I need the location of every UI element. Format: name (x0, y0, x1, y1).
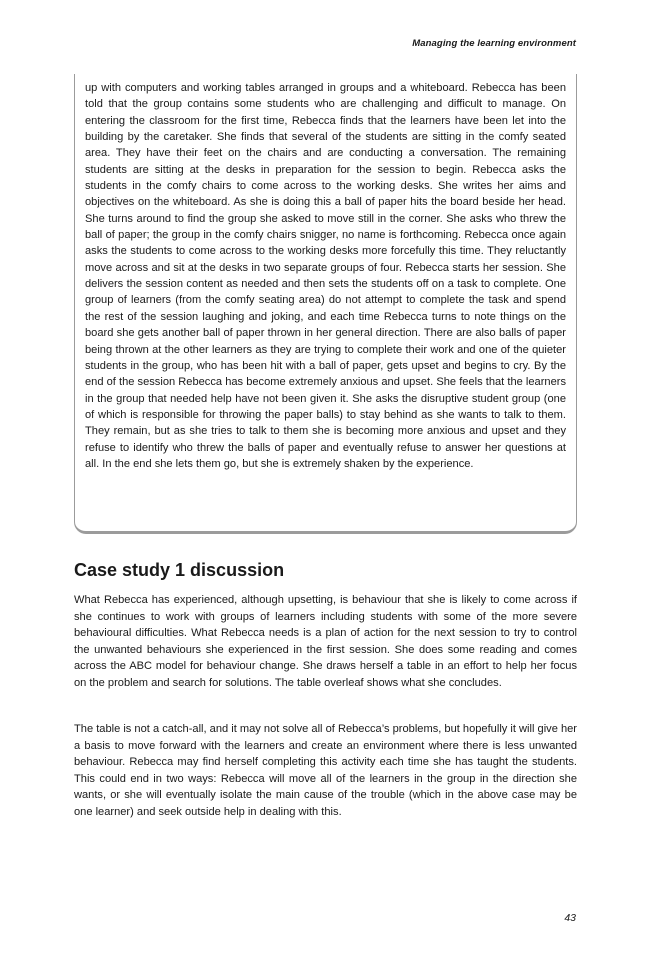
discussion-paragraph-2: The table is not a catch-all, and it may not solve all of Rebecca’s problems, but hopefully it will give her a basis to move forward with the learners and create an environment where there is less unwanted behaviour. Rebecca may find herself completing this activity each time she has taught the students. This could end in two ways: Rebecca will move all of the learners in the group in the direction she wants, or she will eventually isolate the main cause of the trouble (which in the above case may be one learner) and seek outside help in dealing with this. (74, 723, 577, 818)
running-header: Managing the learning environment (412, 38, 576, 49)
case-study-box (74, 74, 577, 534)
case-study-text: up with computers and working tables arranged in groups and a whiteboard. Rebecca has been told that the group contains some students who are challenging and difficult to manage. On entering the classroom for the first time, Rebecca finds that the learners have been let into the building by the caretaker. She finds that several of the students are sitting in the comfy seated area. They have their feet on the chairs and are conducting a conversation. The remaining students are sitting at the desks in preparation for the session to begin. Rebecca asks the students in the comfy chairs to come across to the working desks. She writes her aims and objectives on the whiteboard. As she is doing this a ball of paper hits the board beside her head. She turns around to find the group she asked to move still in the corner. She asks who threw the ball of paper; the group in the comfy chairs snigger, no name is forthcoming. Rebecca once again asks the students to come across to the working desks more forcefully this time. They reluctantly move across and sit at the desks in two separate groups of four. Rebecca starts her session. She delivers the session content as needed and then sets the students off on a task to complete. One group of learners (from the comfy seating area) do not attempt to complete the task and spend the rest of the session laughing and joking, and each time Rebecca turns to note things on the board she gets another ball of paper thrown in her general direction. There are also balls of paper being thrown at the other learners as they are trying to complete their work and one of the quieter students in the group, who has been hit with a ball of paper, gets upset and begins to cry. By the end of the session Rebecca has become extremely anxious and upset. She feels that the learners in the group that needed help have not been given it. She asks the disruptive student group (one of which is responsible for throwing the paper balls) to stay behind as she wants to talk to them. They remain, but as she tries to talk to them she is becoming more anxious and upset and they refuse to identify who threw the balls of paper and eventually refuse to answer her questions at all. In the end she lets them go, but she is extremely shaken by the experience. (85, 82, 566, 470)
discussion-paragraph-1: What Rebecca has experienced, although upsetting, is behaviour that she is likely to come across if she continues to work with groups of learners including students with some of the more severe behavioural difficulties. What Rebecca needs is a plan of action for the next session to try to control the unwanted behaviours she experienced in the first session. She does some reading and comes across the ABC model for behaviour change. She draws herself a table in an effort to help her focus on the problem and search for solutions. The table overleaf shows what she concludes. (74, 594, 577, 689)
page-number: 43 (564, 912, 576, 924)
section-heading: Case study 1 discussion (74, 560, 285, 580)
